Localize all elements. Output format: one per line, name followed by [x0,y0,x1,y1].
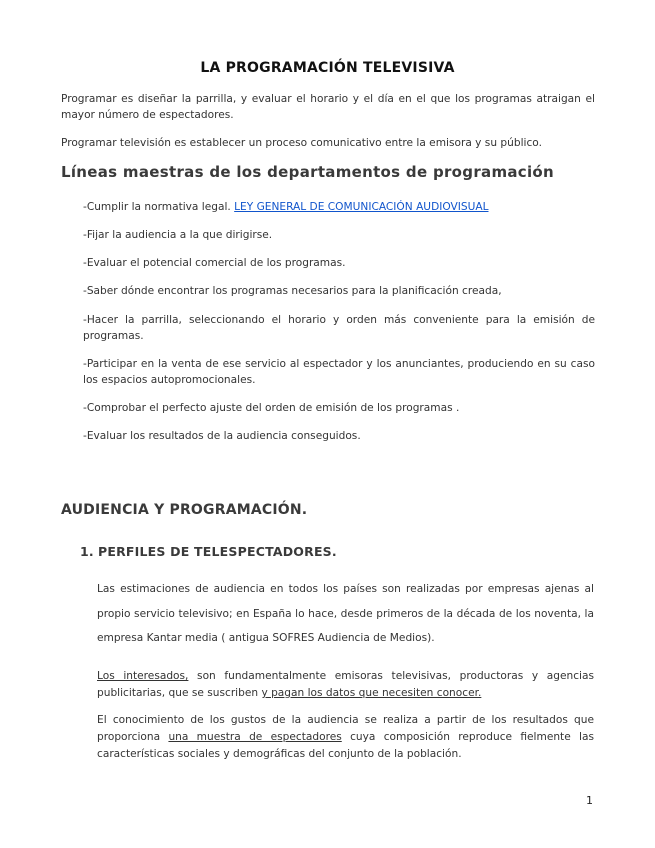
intro-paragraph-2: Programar televisión es establecer un proceso comunicativo entre la emisora y su público. [61,137,542,149]
ley-general-link[interactable]: LEY GENERAL DE COMUNICACIÓN AUDIOVISUAL [234,201,489,213]
interesados-paragraph [97,668,594,702]
interesados-text: son fundamentalmente emisoras televisivas, productoras y agencias publicitarias, que se suscriben [97,670,594,699]
list-item: -Fijar la audiencia a la que dirigirse. [83,229,273,241]
page-title: LA PROGRAMACIÓN TELEVISIVA [200,60,455,76]
list-item-text: -Cumplir la normativa legal. [83,201,235,213]
list-item: -Saber dónde encontrar los programas necesarios para la planificación creada, [83,285,502,297]
pagan-datos-underlined: y pagan los datos que necesiten conocer. [261,687,482,699]
list-item: -Evaluar el potencial comercial de los programas. [83,257,346,269]
conocimiento-text-start: El conocimiento de los gustos de la audiencia se realiza a partir de los resultados que proporciona [97,714,594,743]
section-title: PERFILES DE TELESPECTADORES. [98,544,337,559]
list-item: -Participar en la venta de ese servicio al espectador y los anunciantes, produciendo en su caso los espacios autopromocionales. [83,358,595,386]
conocimiento-text-end: cuya composición reproduce fielmente las características sociales y demográficas del conjunto de la población. [97,731,594,760]
intro-paragraph-1: Programar es diseñar la parrilla, y evaluar el horario y el día en el que los programas atraigan el mayor número de espectadores. [61,93,595,121]
estimaciones-paragraph: Las estimaciones de audiencia en todos los países son realizadas por empresas ajenas al propio servicio televisivo; en España lo hace, desde primeros de la década de los noventa, la empresa Kantar media ( antigua SOFRES Audiencia de Medios). [97,583,594,644]
list-item: -Comprobar el perfecto ajuste del orden de emisión de los programas . [83,402,460,414]
list-item [83,199,595,215]
muestra-espectadores-underlined: una muestra de espectadores [168,731,342,743]
perfiles-heading [80,544,337,559]
list-item: -Evaluar los resultados de la audiencia conseguidos. [83,430,361,442]
audiencia-heading: AUDIENCIA Y PROGRAMACIÓN. [61,502,308,518]
page-number: 1 [586,794,593,807]
lineas-maestras-heading: Líneas maestras de los departamentos de programación [61,163,555,181]
list-item: -Hacer la parrilla, seleccionando el horario y orden más conveniente para la emisión de programas. [83,314,595,342]
interesados-underlined: Los interesados, [97,670,189,682]
section-number: 1. [80,544,94,559]
conocimiento-paragraph [97,712,594,763]
